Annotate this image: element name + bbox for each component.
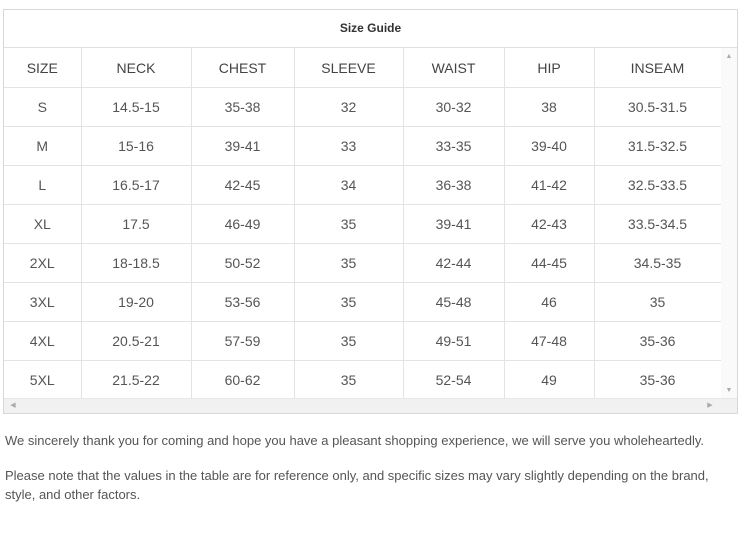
cell-neck: 21.5-22 xyxy=(81,361,191,400)
table-row xyxy=(4,361,721,400)
cell-waist: 39-41 xyxy=(403,205,504,244)
cell-chest: 60-62 xyxy=(191,361,294,400)
cell-neck: 17.5 xyxy=(81,205,191,244)
table-row xyxy=(4,283,721,322)
cell-size: XL xyxy=(4,205,81,244)
cell-chest: 35-38 xyxy=(191,88,294,127)
cell-hip: 38 xyxy=(504,88,594,127)
table-scroll-area[interactable] xyxy=(4,48,737,400)
cell-inseam: 31.5-32.5 xyxy=(594,127,721,166)
size-guide-table-frame xyxy=(3,9,738,414)
header-inseam: INSEAM xyxy=(594,48,721,88)
table-header-row xyxy=(4,48,721,88)
cell-hip: 44-45 xyxy=(504,244,594,283)
cell-sleeve: 35 xyxy=(294,361,403,400)
cell-size: S xyxy=(4,88,81,127)
table-row xyxy=(4,88,721,127)
cell-neck: 20.5-21 xyxy=(81,322,191,361)
cell-size: 4XL xyxy=(4,322,81,361)
scroll-down-arrow-icon[interactable]: ▼ xyxy=(725,387,733,394)
header-waist: WAIST xyxy=(403,48,504,88)
cell-chest: 42-45 xyxy=(191,166,294,205)
cell-size: 2XL xyxy=(4,244,81,283)
cell-inseam: 32.5-33.5 xyxy=(594,166,721,205)
cell-hip: 49 xyxy=(504,361,594,400)
cell-sleeve: 35 xyxy=(294,322,403,361)
cell-sleeve: 32 xyxy=(294,88,403,127)
cell-sleeve: 33 xyxy=(294,127,403,166)
scroll-up-arrow-icon[interactable]: ▲ xyxy=(725,53,733,60)
cell-size: 5XL xyxy=(4,361,81,400)
cell-sleeve: 35 xyxy=(294,283,403,322)
cell-chest: 57-59 xyxy=(191,322,294,361)
cell-neck: 16.5-17 xyxy=(81,166,191,205)
header-chest: CHEST xyxy=(191,48,294,88)
reference-disclaimer: Please note that the values in the table are for reference only, and specific sizes may vary slightly depending on the brand, style, and other factors. xyxy=(5,468,709,502)
cell-waist: 36-38 xyxy=(403,166,504,205)
cell-size: L xyxy=(4,166,81,205)
cell-hip: 42-43 xyxy=(504,205,594,244)
cell-sleeve: 35 xyxy=(294,205,403,244)
size-table xyxy=(4,48,722,400)
cell-waist: 42-44 xyxy=(403,244,504,283)
cell-waist: 33-35 xyxy=(403,127,504,166)
cell-hip: 39-40 xyxy=(504,127,594,166)
horizontal-scrollbar[interactable] xyxy=(4,398,737,413)
cell-neck: 18-18.5 xyxy=(81,244,191,283)
table-row xyxy=(4,205,721,244)
cell-inseam: 35-36 xyxy=(594,361,721,400)
cell-size: 3XL xyxy=(4,283,81,322)
cell-neck: 15-16 xyxy=(81,127,191,166)
cell-neck: 14.5-15 xyxy=(81,88,191,127)
header-sleeve: SLEEVE xyxy=(294,48,403,88)
cell-inseam: 35-36 xyxy=(594,322,721,361)
cell-chest: 39-41 xyxy=(191,127,294,166)
cell-waist: 52-54 xyxy=(403,361,504,400)
cell-hip: 47-48 xyxy=(504,322,594,361)
cell-size: M xyxy=(4,127,81,166)
cell-inseam: 33.5-34.5 xyxy=(594,205,721,244)
cell-chest: 46-49 xyxy=(191,205,294,244)
header-hip: HIP xyxy=(504,48,594,88)
cell-hip: 46 xyxy=(504,283,594,322)
cell-waist: 45-48 xyxy=(403,283,504,322)
header-neck: NECK xyxy=(81,48,191,88)
cell-inseam: 30.5-31.5 xyxy=(594,88,721,127)
cell-sleeve: 34 xyxy=(294,166,403,205)
table-row xyxy=(4,322,721,361)
cell-waist: 30-32 xyxy=(403,88,504,127)
scroll-right-arrow-icon[interactable]: ▶ xyxy=(707,402,713,409)
thank-you-note: We sincerely thank you for coming and hope you have a pleasant shopping experience, we will serve you wholeheartedly. xyxy=(5,433,705,448)
cell-inseam: 34.5-35 xyxy=(594,244,721,283)
cell-inseam: 35 xyxy=(594,283,721,322)
cell-neck: 19-20 xyxy=(81,283,191,322)
table-row xyxy=(4,244,721,283)
table-row xyxy=(4,127,721,166)
scroll-left-arrow-icon[interactable]: ◀ xyxy=(10,402,16,409)
table-title: Size Guide xyxy=(4,10,737,48)
vertical-scrollbar[interactable] xyxy=(721,48,737,400)
cell-chest: 53-56 xyxy=(191,283,294,322)
table-row xyxy=(4,166,721,205)
header-size: SIZE xyxy=(4,48,81,88)
cell-hip: 41-42 xyxy=(504,166,594,205)
cell-chest: 50-52 xyxy=(191,244,294,283)
cell-sleeve: 35 xyxy=(294,244,403,283)
cell-waist: 49-51 xyxy=(403,322,504,361)
